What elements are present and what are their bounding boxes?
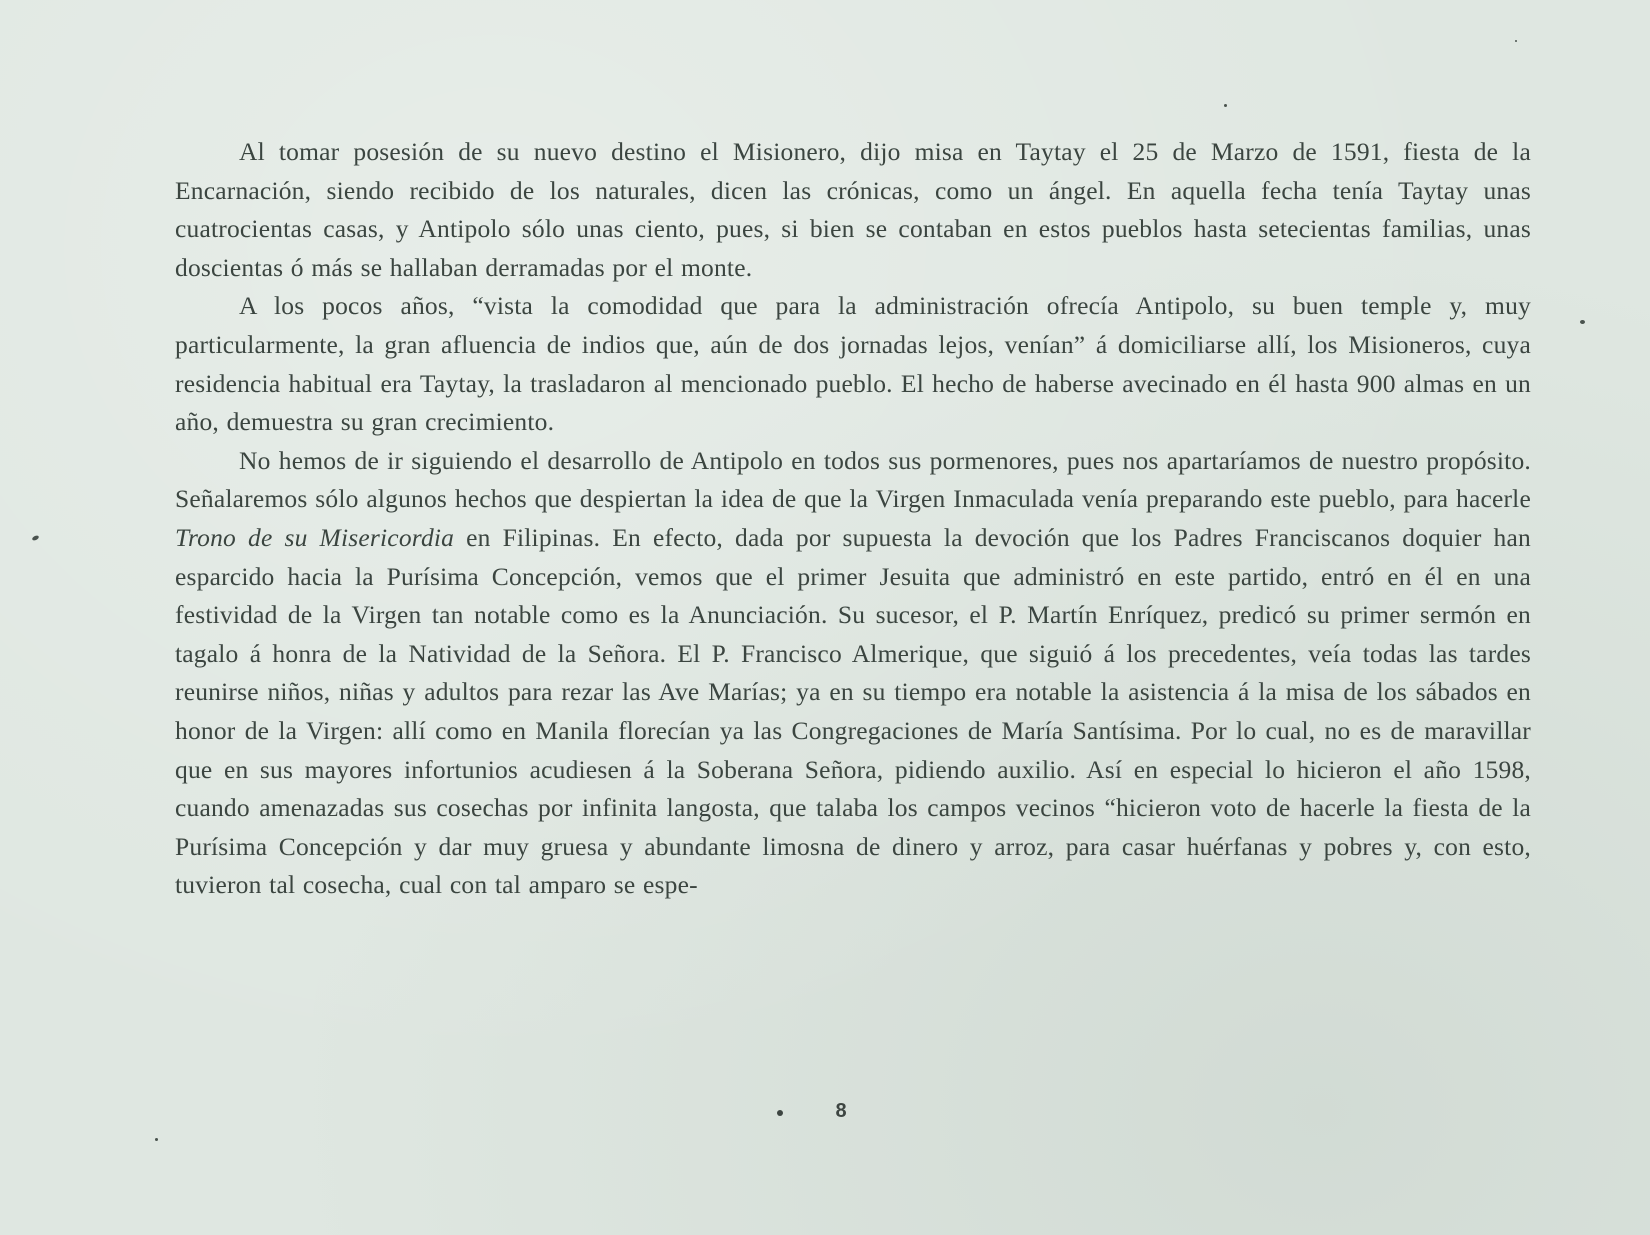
paragraph-3-italic-title: Trono de su Misericordia <box>175 522 455 552</box>
bullet-dot-icon <box>777 1110 783 1116</box>
paragraph-2: A los pocos años, “vista la comodidad que para la administración ofrecía Antipolo, su buen temple y, muy particularmente, la gran afluencia de indios que, aún de dos jornadas lejos, venían” á domiciliarse allí, los Misioneros, cuya residencia habitual era Taytay, la trasladaron al mencionado pueblo. El hecho de haberse avecinado en él hasta 900 almas en un año, demuestra su gran crecimiento. <box>175 291 1531 437</box>
paragraph-3 <box>175 442 1531 905</box>
page-number <box>0 1100 1650 1123</box>
scan-speck-icon <box>1515 40 1517 42</box>
page-number-label: 8 <box>835 1100 847 1122</box>
paragraph-1: Al tomar posesión de su nuevo destino el Misionero, dijo misa en Taytay el 25 de Marzo de 1591, fiesta de la Encarnación, siendo recibido de los naturales, dicen las crónicas, como un ángel. En aquella fecha tenía Taytay unas cuatrocientas casas, y Antipolo sólo unas ciento, pues, si bien se contaban en estos pueblos hasta setecientas familias, unas doscientas ó más se hallaban derramadas por el monte. <box>175 137 1531 282</box>
scan-speck-icon <box>1580 320 1585 324</box>
scan-speck-icon <box>1224 104 1227 107</box>
body-text <box>175 133 1531 905</box>
scan-speck-icon <box>155 1138 158 1141</box>
scan-speck-icon <box>31 535 39 542</box>
paragraph-3-text-after: en Filipinas. En efecto, dada por supuesta la devoción que los Padres Franciscanos doquier han esparcido hacia la Purísima Concepción, vemos que el primer Jesuita que administró en este partido, entró en él en una festividad de la Virgen tan notable como es la Anunciación. Su sucesor, el P. Martín Enríquez, predicó su primer sermón en tagalo á honra de la Natividad de la Señora. El P. Francisco Almerique, que siguió á los precedentes, veía todas las tardes reunirse niños, niñas y adultos para rezar las Ave Marías; ya en su tiempo era notable la asistencia á la misa de los sábados en honor de la Virgen: allí como en Manila florecían ya las Congregaciones de María Santísima. Por lo cual, no es de maravillar que en sus mayores infortunios acudiesen á la Soberana Señora, pidiendo auxilio. Así en especial lo hicieron el año 1598, cuando amenazadas sus cosechas por infinita langosta, que talaba los campos vecinos “hicieron voto de hacerle la fiesta de la Purísima Concepción y dar muy gruesa y abundante limosna de dinero y arroz, para casar huérfanas y pobres y, con esto, tuvieron tal cosecha, cual con tal amparo se espe- <box>175 522 1531 900</box>
paragraph-3-text-before: No hemos de ir siguiendo el desarrollo de Antipolo en todos sus pormenores, pues nos apartaríamos de nuestro propósito. Señalaremos sólo algunos hechos que despiertan la idea de que la Virgen Inmaculada venía preparando este pueblo, para hacerle <box>175 445 1531 514</box>
